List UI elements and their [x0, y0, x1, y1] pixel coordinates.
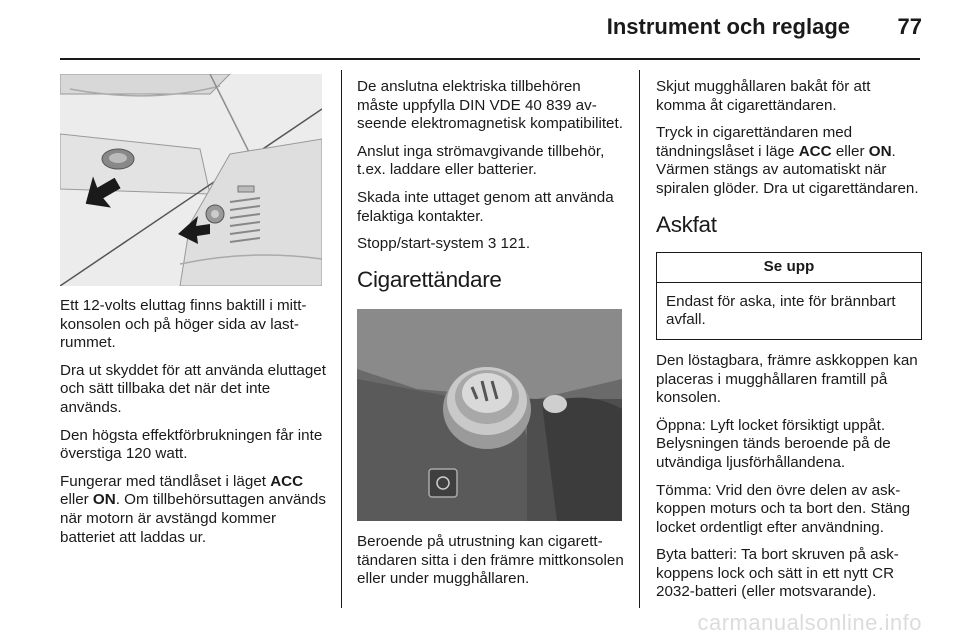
paragraph: Dra ut skyddet för att använda eluttaget och sätt tillbaka det när det inte används. [60, 361, 326, 416]
paragraph: Skjut mugghållaren bakåt för att komma åt cigarettändaren. [656, 78, 871, 114]
paragraph: Öppna: Lyft locket försiktigt uppåt. Belysningen tänds beroende på de utvändiga ljusförhållandena. [656, 416, 891, 471]
on-label: ON [868, 142, 892, 160]
column-2 [357, 78, 625, 307]
page-header-title: Instrument och reglage [606, 14, 850, 39]
power-outlet-illustration [60, 74, 322, 286]
page-number: 77 [897, 14, 922, 39]
column-1 [60, 297, 332, 556]
paragraph: Anslut inga strömavgivande tillbehör, t.ex. laddare eller batterier. [357, 142, 605, 179]
cigarette-lighter-photo [357, 309, 622, 521]
page-ref-arrow-icon: 3 [487, 235, 497, 253]
header-rule [60, 58, 920, 60]
column-divider-2 [639, 70, 640, 608]
paragraph: Tömma: Vrid den övre delen av askkoppen moturs och ta bort den. Stäng locket ordentligt efter användning. [656, 481, 911, 536]
section-heading-ashtray: Askfat [656, 211, 717, 237]
paragraph: Tryck in cigarettändaren med tändningslåset i läge ACC eller ON. Värmen stängs av automatiskt när spiralen glöder. Dra ut cigarettändaren. [656, 124, 919, 197]
column-2-after-image [357, 533, 625, 598]
on-label: ON [92, 491, 116, 509]
caution-title: Se upp [657, 253, 921, 283]
paragraph: Den löstagbara, främre askkoppen kan placeras i mugghållaren framtill på konsolen. [656, 351, 918, 407]
paragraph: Fungerar med tändlåset i läget ACC eller ON. Om tillbehörsuttagen används när motorn är avstängd kommer batteriet att laddas ur. [60, 472, 326, 546]
cross-reference: Stopp/start-system 3 121. [357, 235, 531, 253]
paragraph: De anslutna elektriska tillbehören måste uppfylla DIN VDE 40 839 avseende elektromagnetisk kompatibilitet. [357, 78, 623, 133]
column-3 [656, 78, 922, 611]
acc-label: ACC [270, 472, 304, 490]
paragraph: Skada inte uttaget genom att använda felaktiga kontakter. [357, 188, 614, 225]
caution-box [656, 252, 922, 340]
acc-label: ACC [798, 142, 832, 160]
paragraph: Den högsta effektförbrukningen får inte överstiga 120 watt. [60, 426, 323, 463]
column-divider-1 [341, 70, 342, 608]
section-heading-cigarette-lighter: Cigarettändare [357, 266, 502, 292]
paragraph: Byta batteri: Ta bort skruven på askkoppens lock och sätt in ett nytt CR 2032-batteri (eller motsvarande). [656, 546, 899, 601]
paragraph: Beroende på utrustning kan cigaretttändaren sitta i den främre mittkonsolen eller under mugghållaren. [357, 533, 624, 588]
caution-text: Endast för aska, inte för brännbart avfall. [666, 292, 896, 329]
paragraph: Ett 12-volts eluttag finns baktill i mittkonsolen och på höger sida av lastrummet. [60, 297, 307, 352]
watermark: carmanualsonline.info [697, 610, 922, 635]
